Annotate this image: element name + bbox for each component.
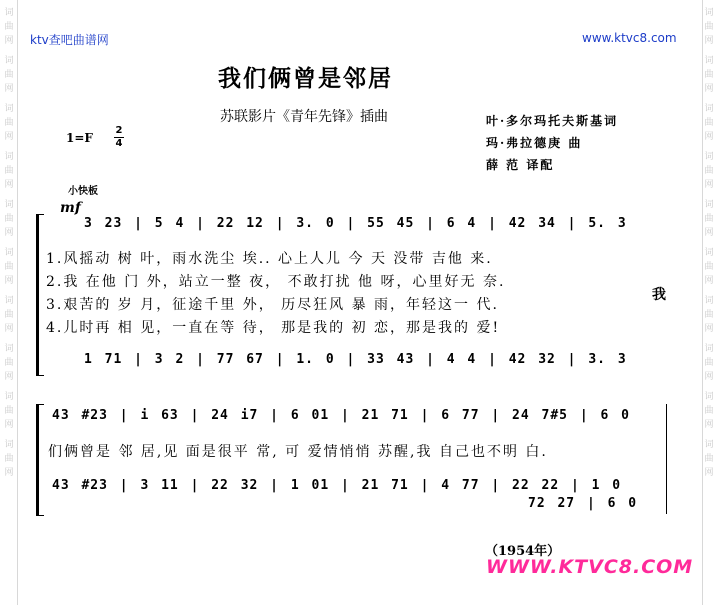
key-signature: 1=F (66, 131, 93, 145)
system1-lyric-verse3: 3.艰苦的 岁 月，征途千里 外， 历尽狂风 暴 雨，年轻这一 代. (46, 297, 499, 313)
system2-harmony: 43 #23 | 3 11 | 22 32 | 1 01 | 21 71 | 4 77 | 22 22 | 1 0 (52, 478, 622, 493)
site-url-bottom-watermark: WWW.KTVC8.COM (486, 556, 694, 578)
dynamic-marking: mf (60, 200, 81, 216)
time-signature-top: 2 (115, 125, 123, 136)
system1-lyric-verse1: 1.风摇动 树 叶，雨水洗尘 埃.. 心上人儿 今 天 没带 吉他 来. (46, 251, 493, 267)
time-signature (114, 126, 124, 149)
side-watermark-right: 词曲网 词曲网 词曲网 词曲网 词曲网 词曲网 词曲网 词曲网 词曲网 词曲网 (704, 8, 714, 478)
system2-lyrics: 们俩曾是 邻 居,见 面是很平 常, 可 爱情悄悄 苏醒,我 自己也不明 白. (48, 444, 548, 460)
time-signature-bottom: 4 (115, 138, 123, 149)
tempo-marking: 小快板 (68, 186, 98, 197)
composition-year: （1954年） (485, 544, 561, 559)
lyricist-credit: 叶·多尔玛托夫斯基词 (486, 114, 619, 128)
system1-brace (36, 214, 44, 376)
system2-harmony-lower: 72 27 | 6 0 (528, 496, 638, 511)
side-watermark-left: 词曲网 词曲网 词曲网 词曲网 词曲网 词曲网 词曲网 词曲网 词曲网 词曲网 (4, 8, 14, 478)
system1-lyric-verse4: 4.儿时再 相 见，一直在等 待， 那是我的 初 恋，那是我的 爱! (46, 320, 501, 336)
translator-credit: 薛 范 译配 (486, 158, 555, 172)
system2-end-barline (666, 404, 667, 514)
site-url-watermark: www.ktvc8.com (582, 31, 677, 45)
song-title: 我们俩曾是邻居 (218, 65, 393, 92)
system1-pickup-lyric: 我 (652, 287, 668, 303)
site-name-watermark: ktv查吧曲谱网 (30, 33, 109, 47)
song-subtitle: 苏联影片《青年先锋》插曲 (220, 109, 388, 125)
system1-lyric-verse2: 2.我 在他 门 外，站立一整 夜， 不敢打扰 他 呀，心里好无 奈. (46, 274, 506, 290)
system1-harmony: 1 71 | 3 2 | 77 67 | 1. 0 | 33 43 | 4 4 | 42 32 | 3. 3 (84, 352, 627, 367)
system2-brace (36, 404, 44, 516)
composer-credit: 玛·弗拉德庚 曲 (486, 136, 583, 150)
system2-melody: 43 #23 | i 63 | 24 i7 | 6 01 | 21 71 | 6 77 | 24 7#5 | 6 0 (52, 408, 630, 423)
system1-melody: 3 23 | 5 4 | 22 12 | 3. 0 | 55 45 | 6 4 | 42 34 | 5. 3 (84, 216, 627, 231)
